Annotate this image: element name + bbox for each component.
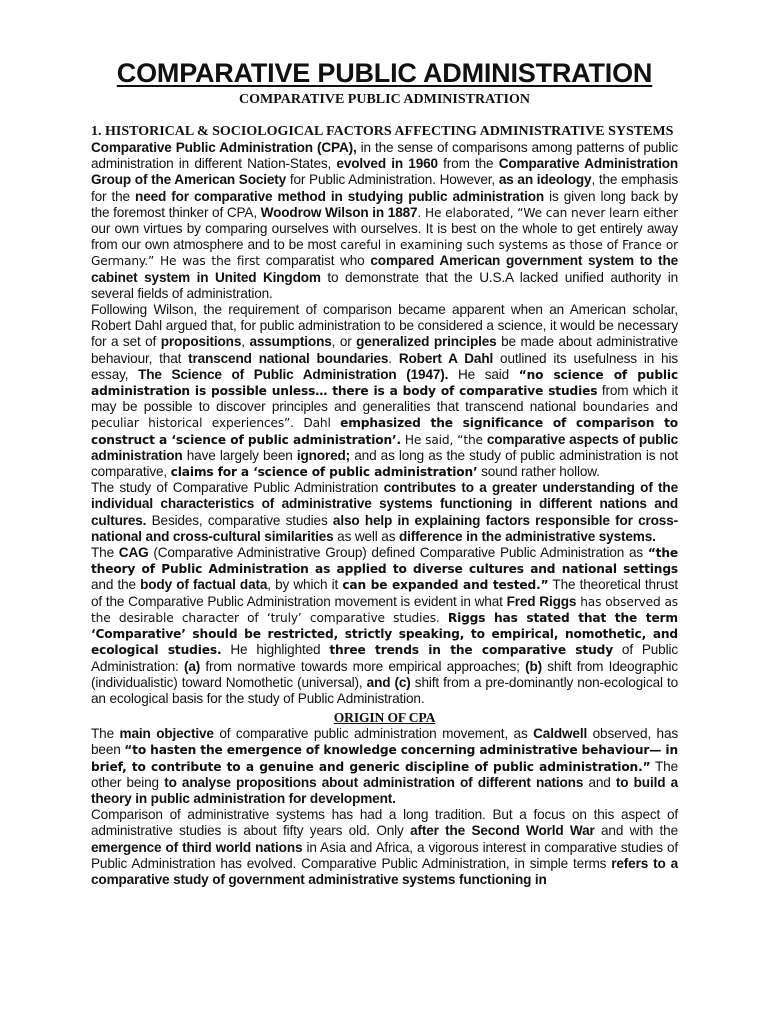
section-heading-origin: ORIGIN OF CPA [333,710,436,726]
paragraph-cag-riggs: The CAG (Comparative Administrative Group) defined Comparative Public Administration as “the theory of Public Administration as applied to diverse cultures and national settings and the body of factual data, by which it can be expanded and tested.” The theoretical thrust of the Comparative Public Administration movement is evident in what Fred Riggs has observed as the desirable character of ‘truly’ comparative studies. Riggs has stated that the term ‘Comparative’ should be restricted, strictly speaking, to empirical, nomothetic, and ecological studies. He highlighted three trends in the comparative study of Public Administration: (a) from normative towards more empirical approaches; (b) shift from Ideographic (individualistic) toward Nomothetic (universal), and (c) shift from a pre-dominantly non-ecological to an ecological basis for the study of Public Administration. [91,545,679,706]
document-body [91,140,678,888]
paragraph-cpa-intro: Comparative Public Administration (CPA), in the sense of comparisons among patterns of public administration in different Nation-States, evolved in 1960 from the Comparative Administration Group of the American Society for Public Administration. However, as an ideology, the emphasis for the need for comparative method in studying public administration is given long back by the foremost thinker of CPA, Woodrow Wilson in 1887. He elaborated, “We can never learn either our own virtues by comparing ourselves with ourselves. It is best on the whole to get entirely away from our own atmosphere and to be most careful in examining such systems as those of France or Germany.” He was the first comparatist who compared American government system to the cabinet system in United Kingdom to demonstrate that the U.S.A lacked unified authority in several fields of administration. [91,140,679,301]
page-subtitle: COMPARATIVE PUBLIC ADMINISTRATION [239,92,530,107]
paragraph-comparison-history: Comparison of administrative systems has had a long tradition. But a focus on this aspect of administrative studies is about fifty years old. Only after the Second World War and with the emergence of third world nations in Asia and Africa, a vigorous interest in comparative studies of Public Administration has evolved. Comparative Public Administration, in simple terms refers to a comparative study of government administrative systems functioning in [91,807,678,887]
paragraph-cpa-study: The study of Comparative Public Administration contributes to a greater understanding of the individual characteristics of administrative systems functioning in different nations and cultures. Besides, comparative studies also help in explaining factors responsible for cross-national and cross-cultural similarities as well as difference in the administrative systems. [91,480,679,544]
page-title: COMPARATIVE PUBLIC ADMINISTRATION [116,58,653,88]
paragraph-main-objective: The main objective of comparative public administration movement, as Caldwell observed, has been “to hasten the emergence of knowledge concerning administrative behaviour— in brief, to contribute to a genuine and generic discipline of public administration.” The other being to analyse propositions about administration of different nations and to build a theory in public administration for development. [91,726,679,806]
section-heading-historical: 1. HISTORICAL & SOCIOLOGICAL FACTORS AFFECTING ADMINISTRATIVE SYSTEMS [91,124,674,139]
paragraph-dahl: Following Wilson, the requirement of comparison became apparent when an American scholar, Robert Dahl argued that, for public administration to be considered a science, it would be necessary for a set of propositions, assumptions, or generalized principles be made about administrative behaviour, that transcend national boundaries. Robert A Dahl outlined its usefulness in his essay, The Science of Public Administration (1947). He said “no science of public administration is possible unless… there is a body of comparative studies from which it may be possible to discover principles and generalities that transcend national boundaries and peculiar historical experiences”. Dahl emphasized the significance of comparison to construct a ‘science of public administration’. He said, “the comparative aspects of public administration have largely been ignored; and as long as the study of public administration is not comparative, claims for a ‘science of public administration’ sound rather hollow. [91,302,679,480]
